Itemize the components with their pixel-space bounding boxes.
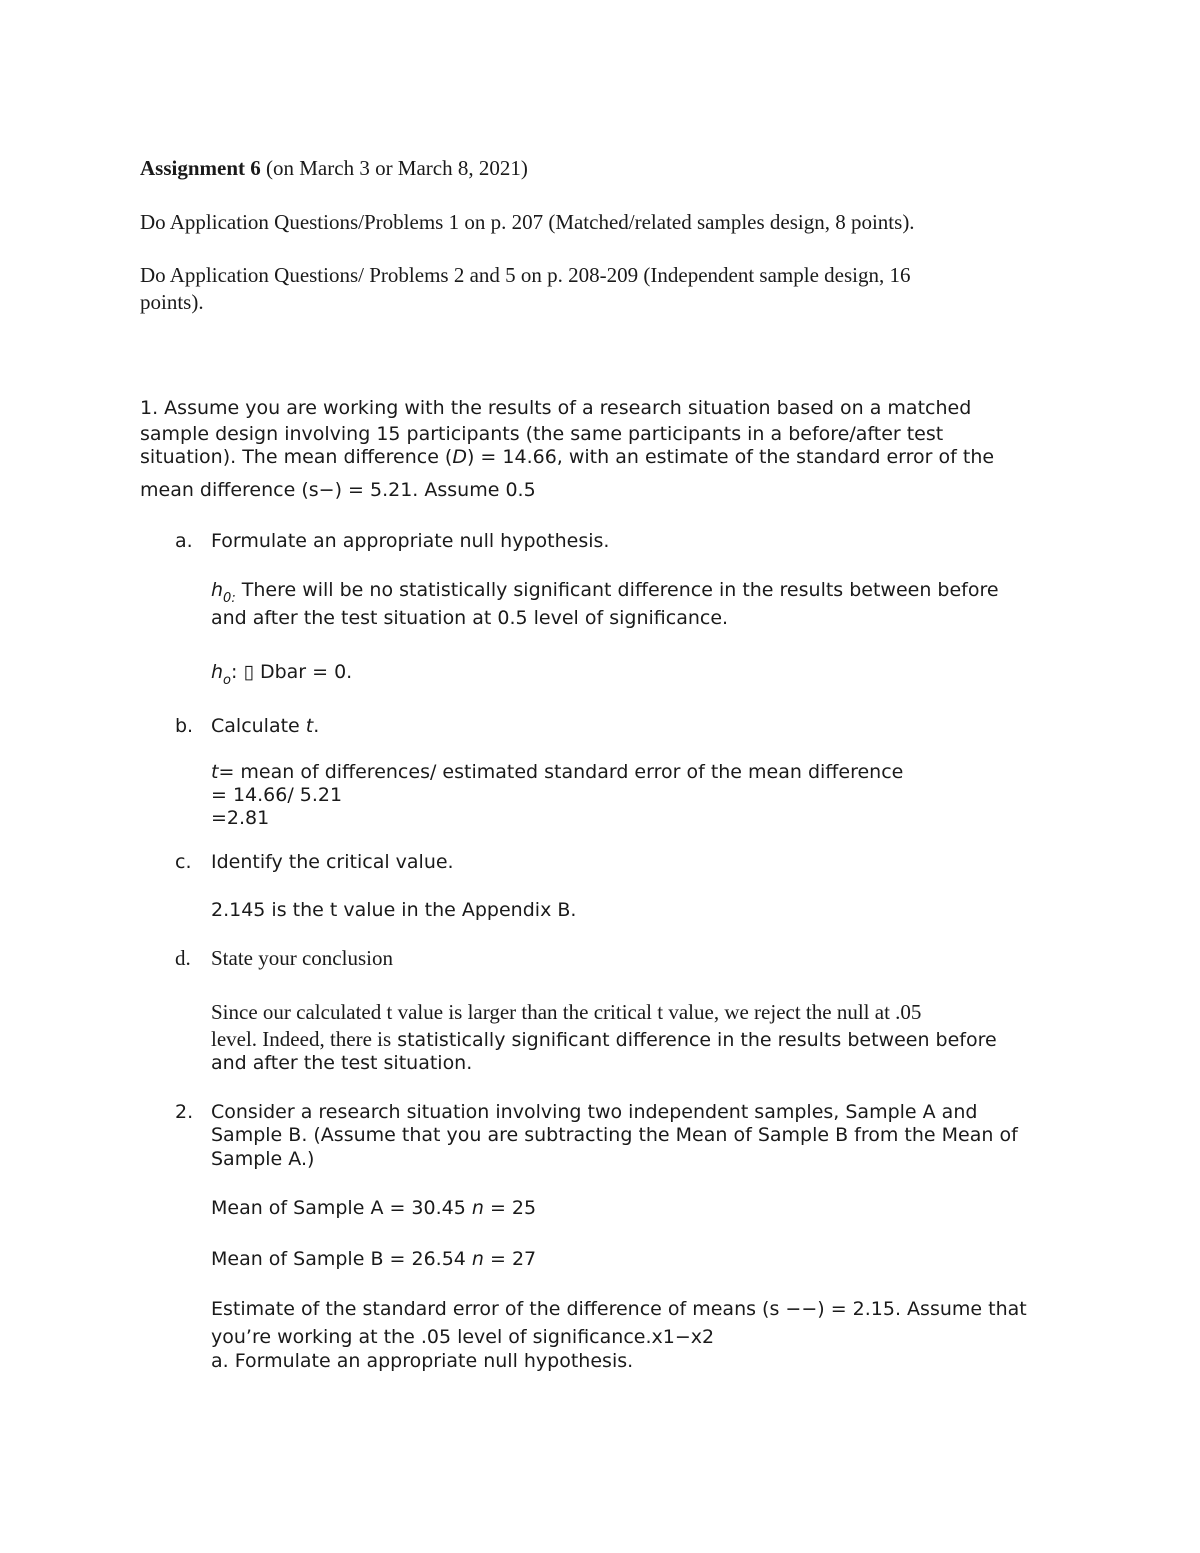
q1d-prompt: State your conclusion	[211, 946, 393, 970]
q2-standard-error-line-2: you’re working at the .05 level of significance.x1−x2	[211, 1326, 715, 1348]
q1c-answer: 2.145 is the t value in the Appendix B.	[211, 899, 577, 921]
q1b-prompt: Calculate t.	[211, 715, 320, 737]
q2-standard-error-line-1: Estimate of the standard error of the difference of means (s −−) = 2.15. Assume that	[211, 1298, 1027, 1320]
list-marker-b: b.	[175, 715, 194, 737]
q1a-answer-2: $h_o$: ▯ Dbar = 0.	[211, 661, 353, 688]
instruction-1: Do Application Questions/Problems 1 on p. 207 (Matched/related samples design, 8 points).	[140, 210, 915, 234]
q2-line-2: Sample B. (Assume that you are subtracting the Mean of Sample B from the Mean of	[211, 1124, 1018, 1146]
instruction-2-line-2: points).	[140, 290, 204, 314]
q1b-answer-line-1: t= mean of differences/ estimated standard error of the mean difference	[211, 761, 904, 783]
q2a-prompt: a. Formulate an appropriate null hypothesis.	[211, 1350, 634, 1372]
q2-line-1: Consider a research situation involving two independent samples, Sample A and	[211, 1101, 978, 1123]
list-marker-2: 2.	[175, 1101, 194, 1123]
instruction-2-line-1: Do Application Questions/ Problems 2 and 5 on p. 208-209 (Independent sample design, 16	[140, 263, 911, 287]
q1d-answer-line-1: Since our calculated t value is larger than the critical t value, we reject the null at .05	[211, 1000, 922, 1024]
q1a-answer-line-1: $h_{0:}$ There will be no statistically significant difference in the results between before	[211, 579, 999, 606]
q2-line-3: Sample A.)	[211, 1148, 315, 1170]
q1-line-3: situation). The mean difference (D) = 14.66, with an estimate of the standard error of the	[140, 446, 995, 468]
q2-mean-b: Mean of Sample B = 26.54 n = 27	[211, 1248, 537, 1270]
q1d-answer-line-3: and after the test situation.	[211, 1052, 473, 1074]
q1a-answer-line-2: and after the test situation at 0.5 level of significance.	[211, 607, 729, 629]
q2-mean-a: Mean of Sample A = 30.45 n = 25	[211, 1197, 537, 1219]
q1b-answer-line-2: = 14.66/ 5.21	[211, 784, 343, 806]
q1-line-1: 1. Assume you are working with the results of a research situation based on a matched	[140, 397, 972, 419]
assignment-date: (on March 3 or March 8, 2021)	[260, 156, 528, 180]
q1d-answer-line-2: level. Indeed, there is statistically significant difference in the results between before	[211, 1027, 997, 1051]
list-marker-a: a.	[175, 530, 193, 552]
q1-line-2: sample design involving 15 participants (the same participants in a before/after test	[140, 423, 944, 445]
var-d: D	[452, 446, 467, 468]
list-marker-c: c.	[175, 851, 192, 873]
page-title	[140, 156, 528, 181]
q1-line-4: mean difference (s−) = 5.21. Assume 0.5	[140, 479, 536, 501]
q1a-prompt: Formulate an appropriate null hypothesis.	[211, 530, 610, 552]
q1b-answer-line-3: =2.81	[211, 807, 270, 829]
assignment-title: Assignment 6	[140, 156, 261, 180]
q1c-prompt: Identify the critical value.	[211, 851, 454, 873]
list-marker-d: d.	[175, 946, 191, 970]
